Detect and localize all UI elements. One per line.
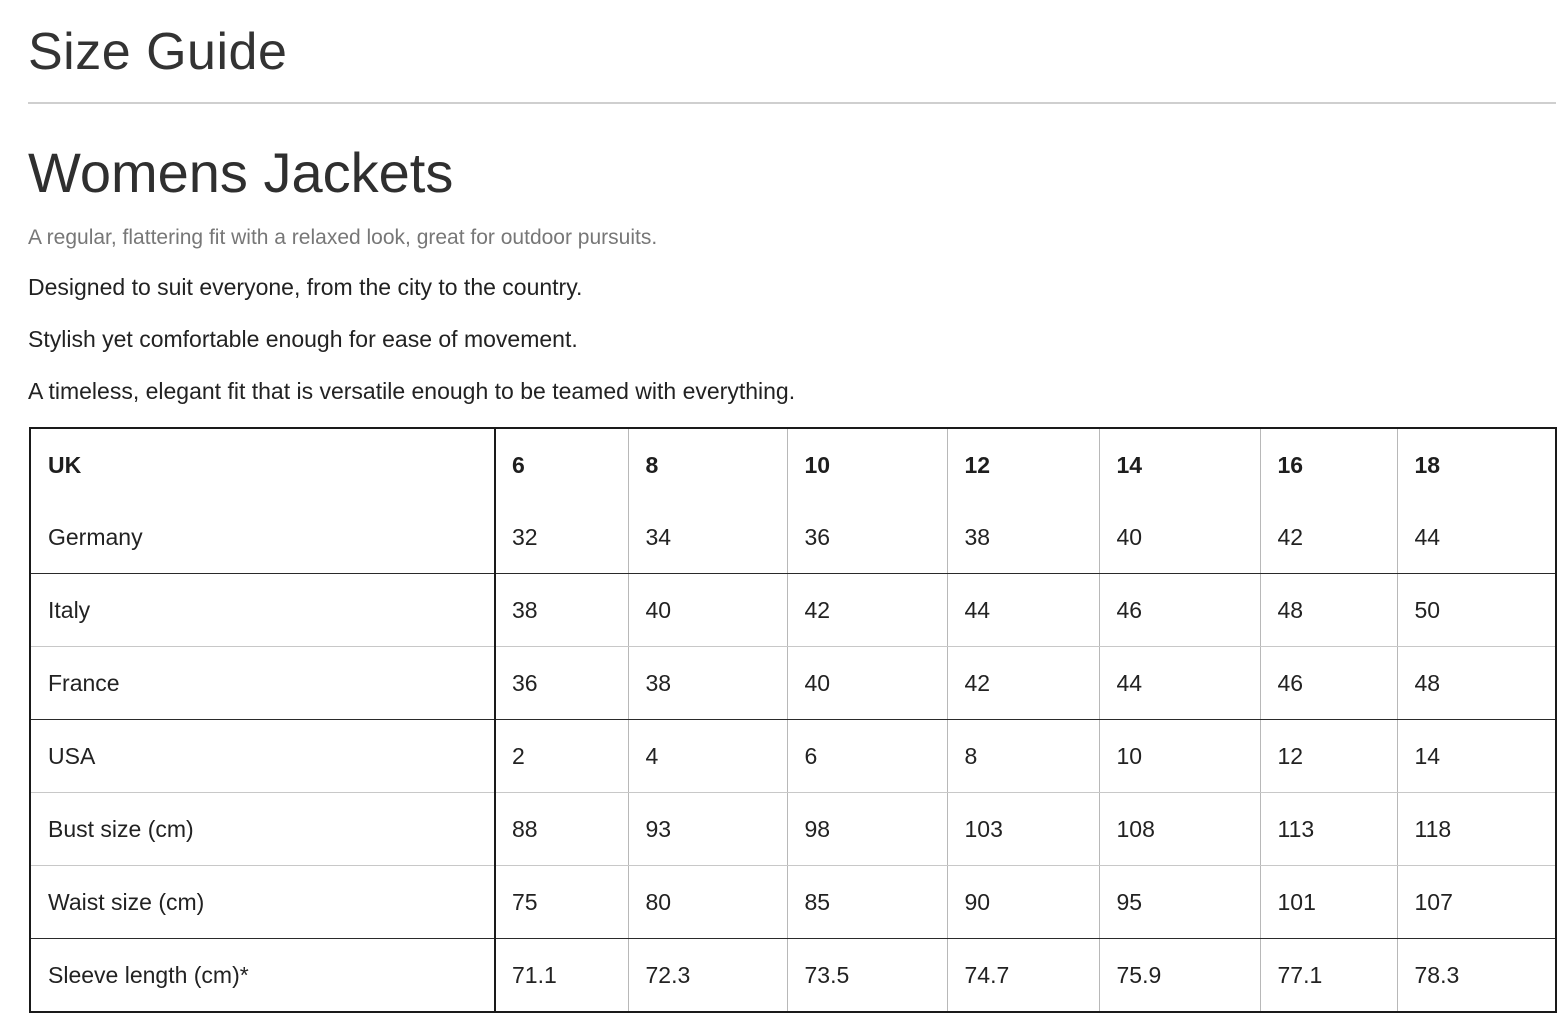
row-label: USA bbox=[30, 720, 495, 793]
table-row-waist bbox=[30, 866, 1556, 939]
table-cell: 93 bbox=[628, 793, 787, 866]
table-cell: 75.9 bbox=[1099, 939, 1260, 1013]
table-cell: 12 bbox=[1260, 720, 1397, 793]
table-cell: 42 bbox=[947, 647, 1099, 720]
table-cell: 42 bbox=[787, 574, 947, 647]
table-header-row bbox=[30, 428, 1556, 501]
table-cell: 44 bbox=[1099, 647, 1260, 720]
table-cell: 46 bbox=[1099, 574, 1260, 647]
table-cell: 72.3 bbox=[628, 939, 787, 1013]
table-cell: 36 bbox=[495, 647, 628, 720]
table-cell: 80 bbox=[628, 866, 787, 939]
header-cell-size: 10 bbox=[787, 428, 947, 501]
table-cell: 38 bbox=[628, 647, 787, 720]
table-cell: 10 bbox=[1099, 720, 1260, 793]
row-label: Italy bbox=[30, 574, 495, 647]
size-chart-table bbox=[29, 427, 1557, 1013]
table-cell: 14 bbox=[1397, 720, 1556, 793]
description-paragraph: A timeless, elegant fit that is versatile enough to be teamed with everything. bbox=[28, 378, 796, 404]
table-cell: 113 bbox=[1260, 793, 1397, 866]
table-cell: 32 bbox=[495, 501, 628, 574]
header-cell-size: 12 bbox=[947, 428, 1099, 501]
table-row-bust bbox=[30, 793, 1556, 866]
row-label: Bust size (cm) bbox=[30, 793, 495, 866]
table-cell: 46 bbox=[1260, 647, 1397, 720]
table-cell: 48 bbox=[1397, 647, 1556, 720]
table-cell: 101 bbox=[1260, 866, 1397, 939]
title-divider bbox=[28, 102, 1556, 104]
table-row-italy bbox=[30, 574, 1556, 647]
row-label: Waist size (cm) bbox=[30, 866, 495, 939]
table-cell: 107 bbox=[1397, 866, 1556, 939]
table-cell: 75 bbox=[495, 866, 628, 939]
description-paragraph: Stylish yet comfortable enough for ease of movement. bbox=[28, 326, 578, 352]
intro-text: A regular, flattering fit with a relaxed look, great for outdoor pursuits. bbox=[28, 226, 658, 249]
table-cell: 73.5 bbox=[787, 939, 947, 1013]
table-cell: 38 bbox=[495, 574, 628, 647]
table-cell: 42 bbox=[1260, 501, 1397, 574]
table-row-usa bbox=[30, 720, 1556, 793]
page-title: Size Guide bbox=[28, 23, 288, 81]
table-cell: 34 bbox=[628, 501, 787, 574]
table-cell: 71.1 bbox=[495, 939, 628, 1013]
table-row-france bbox=[30, 647, 1556, 720]
table-cell: 108 bbox=[1099, 793, 1260, 866]
description-paragraph: Designed to suit everyone, from the city to the country. bbox=[28, 274, 583, 300]
table-cell: 38 bbox=[947, 501, 1099, 574]
table-cell: 36 bbox=[787, 501, 947, 574]
table-cell: 98 bbox=[787, 793, 947, 866]
header-cell-size: 6 bbox=[495, 428, 628, 501]
header-cell-size: 8 bbox=[628, 428, 787, 501]
section-heading: Womens Jackets bbox=[28, 141, 454, 204]
table-cell: 88 bbox=[495, 793, 628, 866]
header-cell-size: 18 bbox=[1397, 428, 1556, 501]
table-cell: 44 bbox=[1397, 501, 1556, 574]
table-cell: 8 bbox=[947, 720, 1099, 793]
table-cell: 44 bbox=[947, 574, 1099, 647]
table-cell: 6 bbox=[787, 720, 947, 793]
table-cell: 40 bbox=[1099, 501, 1260, 574]
table-cell: 50 bbox=[1397, 574, 1556, 647]
row-label: Sleeve length (cm)* bbox=[48, 961, 249, 988]
row-label: France bbox=[30, 647, 495, 720]
table-cell: 40 bbox=[628, 574, 787, 647]
table-cell: 48 bbox=[1260, 574, 1397, 647]
table-cell: 2 bbox=[495, 720, 628, 793]
table-cell: 90 bbox=[947, 866, 1099, 939]
row-label: Germany bbox=[30, 501, 495, 574]
table-cell: 118 bbox=[1397, 793, 1556, 866]
table-row-sleeve bbox=[30, 939, 1556, 1013]
table-cell: 78.3 bbox=[1397, 939, 1556, 1013]
header-cell-uk: UK bbox=[48, 451, 82, 478]
header-cell-size: 14 bbox=[1099, 428, 1260, 501]
table-cell: 74.7 bbox=[947, 939, 1099, 1013]
table-cell: 40 bbox=[787, 647, 947, 720]
table-cell: 4 bbox=[628, 720, 787, 793]
header-cell-size: 16 bbox=[1260, 428, 1397, 501]
table-cell: 95 bbox=[1099, 866, 1260, 939]
table-row-germany bbox=[30, 501, 1556, 574]
table-cell: 77.1 bbox=[1260, 939, 1397, 1013]
table-cell: 85 bbox=[787, 866, 947, 939]
table-cell: 103 bbox=[947, 793, 1099, 866]
